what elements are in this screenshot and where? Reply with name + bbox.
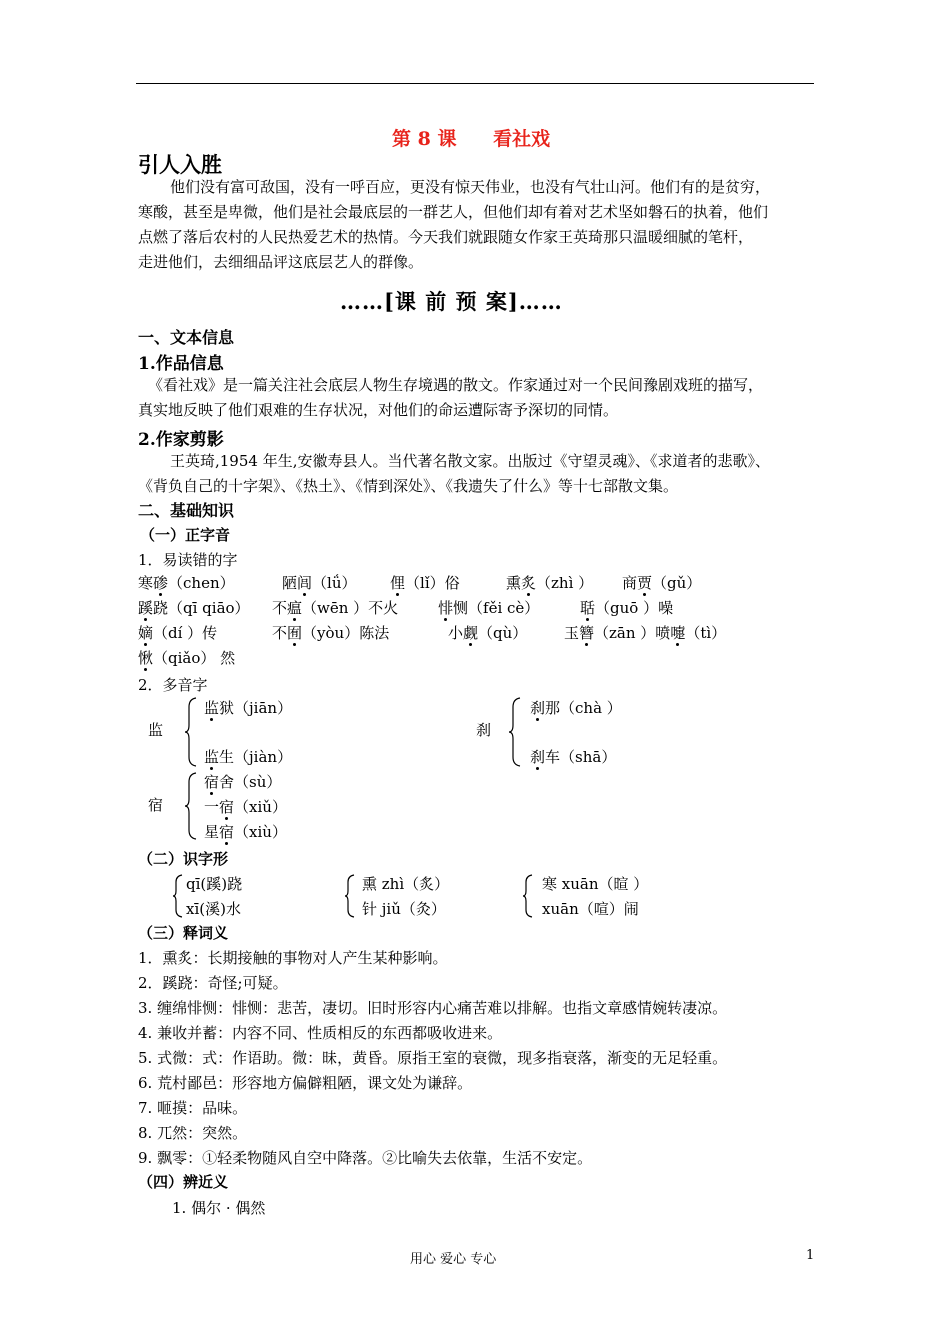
intro-heading: 引人入胜 [138, 152, 222, 177]
definition-item: 6. 荒村鄙邑：形容地方偏僻粗陋，课文处为谦辞。 [138, 1074, 473, 1092]
brace-icon [172, 874, 184, 918]
intro-line: 走进他们，去细细品评这底层艺人的群像。 [138, 253, 424, 271]
shape-item: 针 jiǔ（灸） [362, 900, 446, 918]
poly-item: 一宿（xiǔ） [204, 798, 287, 816]
page-title [392, 124, 550, 151]
section-heading: 一、文本信息 [138, 328, 235, 347]
poly-item: 星宿（xiù） [204, 823, 287, 841]
poly-item: 监生（jiàn） [204, 748, 293, 766]
pron-item: 聒（guō ）噪 [580, 599, 674, 617]
intro-line: 点燃了落后农村的人民热爱艺术的热情。今天我们就跟随女作家王英琦那只温暖细腻的笔杆， [138, 228, 754, 246]
poly-char: 刹 [476, 721, 492, 739]
intro-line: 寒酸，甚至是卑微，他们是社会最底层的一群艺人，但他们却有着对艺术坚如磐石的执着，他们 [138, 203, 769, 221]
author-line: 《背负自己的十字架》、《热土》、《情到深处》、《我遗失了什么》等十七部散文集。 [138, 477, 679, 495]
pron-item: 不瘟（wēn ）不火 [272, 599, 399, 617]
definition-item: 5. 式微：式：作语助。微：昧，黄昏。原指王室的衰微，现多指衰落，渐变的无足轻重。 [138, 1049, 728, 1067]
pron-item: 悱恻（fěi cè） [438, 599, 540, 617]
author-line: 王英琦,1954 年生,安徽寿县人。当代著名散文家。出版过《守望灵魂》、《求道者的悲歌》、 [170, 452, 770, 470]
work-info-line: 真实地反映了他们艰难的生存状况，对他们的命运遭际寄予深切的同情。 [138, 401, 619, 419]
footer-text: 用心 爱心 专心 [410, 1252, 497, 1267]
definition-item: 2．蹊跷：奇怪;可疑。 [138, 974, 288, 992]
pron-item: 陋闾（lǘ） [282, 574, 357, 592]
pron-item: 俚（lǐ）俗 [390, 574, 460, 592]
poly-char: 宿 [148, 796, 164, 814]
top-rule [136, 83, 814, 84]
work-info-line: 《看社戏》是一篇关注社会底层人物生存境遇的散文。作家通过对一个民间豫剧戏班的描写， [148, 376, 764, 394]
subsection-heading: （二）识字形 [138, 850, 229, 868]
subsection-heading: 1.作品信息 [138, 354, 224, 374]
definition-item: 8. 兀然：突然。 [138, 1124, 248, 1142]
shape-item: 熏 zhì（炙） [362, 875, 450, 893]
brace-icon [508, 697, 522, 767]
lesson-number: 第 8 课 [392, 128, 457, 150]
brace-icon [184, 772, 198, 840]
definition-item: 4. 兼收并蓄：内容不同、性质相反的东西都吸收进来。 [138, 1024, 503, 1042]
preview-title: ……[课 前 预 案]…… [340, 289, 563, 314]
subsection-heading: （三）释词义 [138, 924, 229, 942]
shape-item: xī(溪)水 [186, 900, 241, 918]
pron-item: 不囿（yòu）陈法 [272, 624, 390, 642]
pron-item: 玉簪（zān ）喷嚏（tì） [564, 624, 727, 642]
subsection-heading: 2.作家剪影 [138, 430, 224, 450]
poly-item: 刹那（chà ） [530, 699, 622, 717]
shape-item: 寒 xuān（暄 ） [542, 875, 649, 893]
poly-item: 刹车（shā） [530, 748, 617, 766]
pron-item: 小觑（qù） [448, 624, 528, 642]
intro-line: 他们没有富可敌国，没有一呼百应，更没有惊天伟业，也没有气壮山河。他们有的是贫穷， [170, 178, 771, 196]
definition-item: 9. 飘零：①轻柔物随风自空中降落。②比喻失去依靠，生活不安定。 [138, 1149, 593, 1167]
definition-item: 1．熏炙：长期接触的事物对人产生某种影响。 [138, 949, 448, 967]
brace-icon [522, 874, 534, 918]
page-number: 1 [806, 1248, 815, 1263]
pron-item: 商贾（gǔ） [622, 574, 702, 592]
near-synonym-item: 1. 偶尔 · 偶然 [172, 1199, 266, 1217]
pron-item: 嫡（dí ）传 [138, 624, 218, 642]
poly-item: 监狱（jiān） [204, 699, 293, 717]
poly-item: 宿舍（sù） [204, 773, 282, 791]
easy-heading: 1．易读错的字 [138, 551, 238, 569]
shape-item: xuān（喧）闹 [542, 900, 639, 918]
subsection-heading: （一）正字音 [140, 526, 231, 544]
pron-item: 熏炙（zhì ） [506, 574, 594, 592]
brace-icon [184, 697, 198, 767]
definition-item: 7. 咂摸：品味。 [138, 1099, 248, 1117]
lesson-title: 看社戏 [493, 128, 551, 150]
pron-item: 寒碜（chen） [138, 574, 235, 592]
brace-icon [344, 874, 356, 918]
poly-char: 监 [148, 721, 164, 739]
definition-item: 3. 缠绵悱恻：悱恻：悲苦，凄切。旧时形容内心痛苦难以排解。也指文章感情婉转凄凉。 [138, 999, 728, 1017]
pron-item: 蹊跷（qī qiāo） [138, 599, 250, 617]
shape-item: qī(蹊)跷 [186, 875, 243, 893]
poly-heading: 2．多音字 [138, 676, 208, 694]
section-heading: 二、基础知识 [138, 501, 235, 520]
subsection-heading: （四）辨近义 [138, 1173, 229, 1191]
pron-item: 愀（qiǎo） 然 [138, 649, 236, 667]
